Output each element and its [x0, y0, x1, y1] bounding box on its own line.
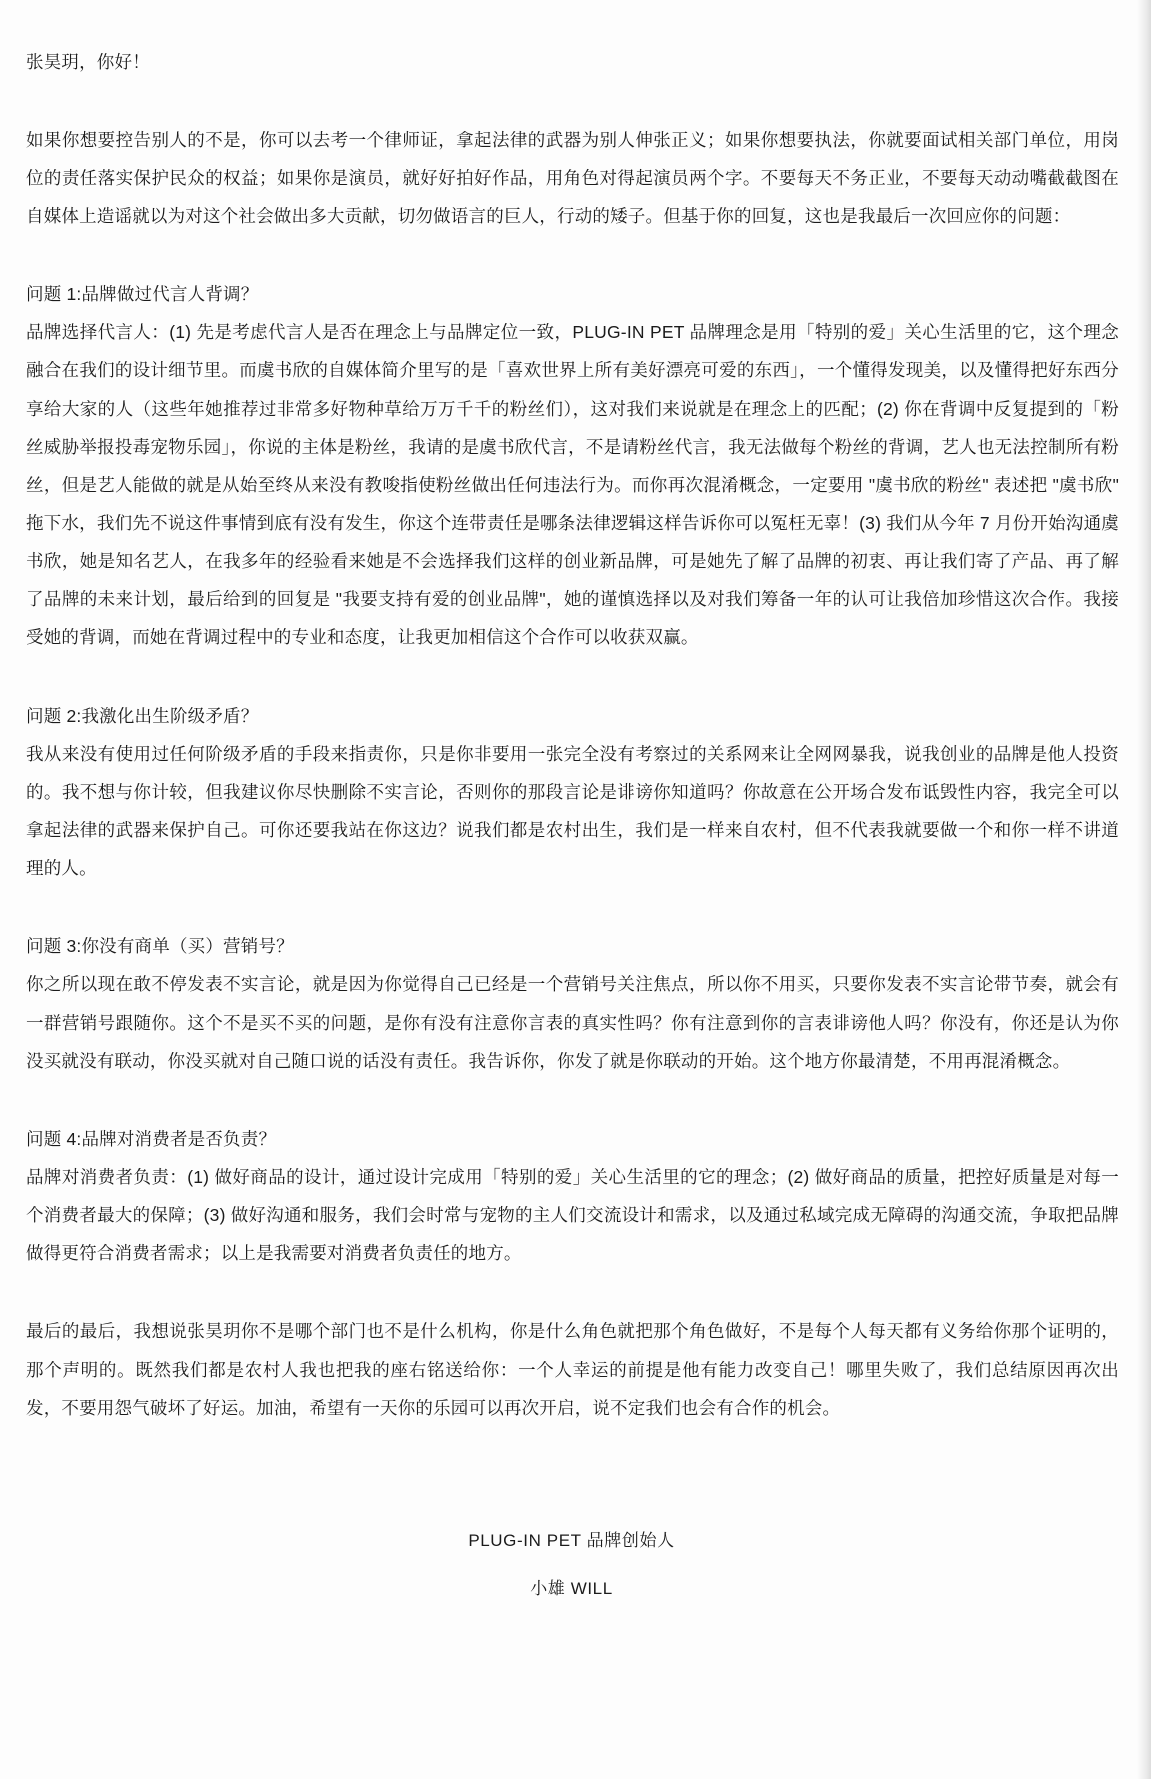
intro-paragraph: 如果你想要控告别人的不是，你可以去考一个律师证，拿起法律的武器为别人伸张正义；如果你想要执法，你就要面试相关部门单位，用岗位的责任落实保护民众的权益；如果你是演员，就好好拍好作品，用角色对得起演员两个字。不要每天不务正业，不要每天动动嘴截截图在自媒体上造谣就以为对这个社会做出多大贡献，切勿做语言的巨人，行动的矮子。但基于你的回复，这也是我最后一次回应你的问题： — [26, 129, 1119, 227]
spacer — [24, 235, 1119, 275]
signature-block — [24, 1519, 1119, 1611]
question-1-heading: 问题 1:品牌做过代言人背调？ — [26, 284, 259, 305]
question-2-heading: 问题 2:我激化出生阶级矛盾？ — [26, 705, 259, 726]
signature-role: PLUG-IN PET 品牌创始人 — [468, 1530, 675, 1550]
spacer — [24, 1080, 1119, 1120]
signature-name: 小雄 WILL — [530, 1579, 613, 1599]
question-2-body: 我从来没有使用过任何阶级矛盾的手段来指责你，只是你非要用一张完全没有考察过的关系网来让全网网暴我，说我创业的品牌是他人投资的。我不想与你计较，但我建议你尽快删除不实言论，否则你的那段言论是诽谤你知道吗？你故意在公开场合发布诋毁性内容，我完全可以拿起法律的武器来保护自己。可你还要我站在你这边？说我们都是农村出生，我们是一样来自农村，但不代表我就要做一个和你一样不讲道理的人。 — [26, 743, 1119, 879]
question-4-body: 品牌对消费者负责：(1) 做好商品的设计，通过设计完成用「特别的爱」关心生活里的它的理念；(2) 做好商品的质量，把控好质量是对每一个消费者最大的保障；(3) 做好沟通和服务，我们会时常与宠物的主人们交流设计和需求，以及通过私域完成无障碍的沟通交流，争取把品牌做得更符合消费者需求；以上是我需要对消费者负责任的地方。 — [26, 1166, 1119, 1264]
letter-body — [24, 44, 1119, 1611]
closing-paragraph: 最后的最后，我想说张昊玥你不是哪个部门也不是什么机构，你是什么角色就把那个角色做好，不是每个人每天都有义务给你那个证明的，那个声明的。既然我们都是农村人我也把我的座右铭送给你：一个人幸运的前提是他有能力改变自己！哪里失败了，我们总结原因再次出发，不要用怨气破坏了好运。加油，希望有一天你的乐园可以再次开启，说不定我们也会有合作的机会。 — [26, 1321, 1119, 1418]
question-1-body: 品牌选择代言人：(1) 先是考虑代言人是否在理念上与品牌定位一致，PLUG-IN PET 品牌理念是用「特别的爱」关心生活里的它，这个理念融合在我们的设计细节里。而虞书欣的自媒体简介里写的是「喜欢世界上所有美好漂亮可爱的东西」，一个懂得发现美，以及懂得把好东西分享给大家的人（这些年她推荐过非常多好物种草给万万千千的粉丝们），这对我们来说就是在理念上的匹配；(2) 你在背调中反复提到的「粉丝威胁举报投毒宠物乐园」，你说的主体是粉丝，我请的是虞书欣代言，不是请粉丝代言，我无法做每个粉丝的背调，艺人也无法控制所有粉丝，但是艺人能做的就是从始至终从来没有教唆指使粉丝做出任何违法行为。而你再次混淆概念，一定要用 "虞书欣的粉丝" 表述把 "虞书欣" 拖下水，我们先不说这件事情到底有没有发生，你这个连带责任是哪条法律逻辑这样告诉你可以冤枉无辜！(3) 我们从今年 7 月份开始沟通虞书欣，她是知名艺人，在我多年的经验看来她是不会选择我们这样的创业新品牌，可是她先了解了品牌的初衷、再让我们寄了产品、再了解了品牌的未来计划，最后给到的回复是 "我要支持有爱的创业品牌"，她的谨慎选择以及对我们筹备一年的认可让我倍加珍惜这次合作。我接受她的背调，而她在背调过程中的专业和态度，让我更加相信这个合作可以收获双赢。 — [26, 322, 1119, 648]
spacer — [24, 657, 1119, 697]
spacer — [24, 1272, 1119, 1312]
question-3-body: 你之所以现在敢不停发表不实言论，就是因为你觉得自己已经是一个营销号关注焦点，所以你不用买，只要你发表不实言论带节奏，就会有一群营销号跟随你。这个不是买不买的问题，是你有没有注意你言表的真实性吗？你有注意到你的言表诽谤他人吗？你没有，你还是认为你没买就没有联动，你没买就对自己随口说的话没有责任。我告诉你，你发了就是你联动的开始。这个地方你最清楚，不用再混淆概念。 — [26, 974, 1119, 1071]
spacer — [24, 81, 1119, 121]
question-4-heading: 问题 4:品牌对消费者是否负责？ — [26, 1128, 277, 1149]
greeting-line: 张昊玥，你好！ — [26, 52, 150, 72]
spacer — [24, 887, 1119, 927]
question-3-heading: 问题 3:你没有商单（买）营销号？ — [26, 936, 294, 957]
